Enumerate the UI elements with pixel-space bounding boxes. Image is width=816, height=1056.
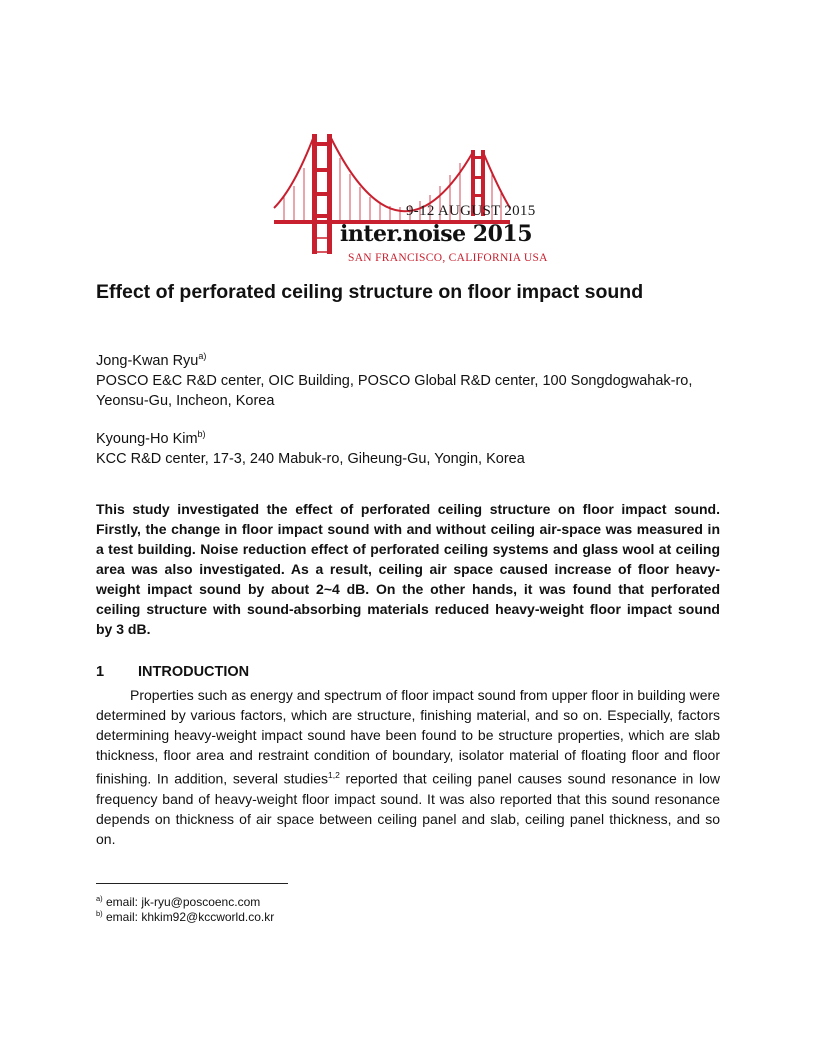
author-name: Jong-Kwan Ryu: [96, 352, 199, 369]
author-mark: b): [197, 429, 206, 439]
author-block-1: [96, 346, 726, 411]
paragraph-text: Properties such as energy and spectrum of floor impact sound from upper floor in building were determined by various factors, which are structure, finishing material, and so on. Especially, factors determining heavy-weight impact sound have been found to be structure properties, which are slab thickness, floor area and restraint condition of boundary, isolator material of floating floor and floor finishing. In addition, several studies: [96, 687, 720, 787]
footnote-text: email: jk-ryu@poscoenc.com: [102, 895, 261, 909]
author-block-2: [96, 424, 726, 469]
footnote-mark: b): [96, 909, 103, 918]
author-name: Kyoung-Ho Kim: [96, 430, 198, 447]
footnote-mark: a): [96, 894, 103, 903]
author-name-line: [96, 424, 726, 449]
author-name-line: [96, 346, 726, 371]
author-mark: a): [198, 351, 207, 361]
paragraph-text: reported that ceiling panel causes sound resonance in low frequency band of heavy-weight floor impact sound. It was also reported that this sound resonance depends on thickness of air space between ceiling panel and slab, ceiling panel thickness, and so on.: [96, 770, 720, 847]
author-affiliation: KCC R&D center, 17-3, 240 Mabuk-ro, Giheung-Gu, Yongin, Korea: [96, 450, 525, 467]
footnote-text: email: khkim92@kccworld.co.kr: [102, 910, 275, 924]
conference-date: 9-12 AUGUST 2015: [406, 203, 536, 219]
section-number: 1: [96, 664, 105, 680]
author-affiliation: POSCO E&C R&D center, OIC Building, POSCO Global R&D center, 100 Songdogwahak-ro,: [96, 372, 693, 389]
section-heading: [96, 664, 249, 680]
golden-gate-bridge-icon: [270, 128, 550, 268]
conference-location: SAN FRANCISCO, CALIFORNIA USA: [348, 252, 548, 264]
citation: 1,2: [328, 770, 340, 780]
abstract: This study investigated the effect of perforated ceiling structure on floor impact sound. Firstly, the change in floor impact sound with and without ceiling air-space was measured in a test building. Noise reduction effect of perforated ceiling systems and glass wool at ceiling area was also investigated. As a result, ceiling air space caused increase of floor heavy-weight impact sound by about 2~4 dB. On the other hands, it was found that perforated ceiling structure with sound-absorbing materials reduced heavy-weight floor impact sound by 3 dB.: [96, 501, 720, 637]
footnote-divider: [96, 883, 288, 884]
footnote: [96, 906, 274, 925]
introduction-paragraph: [96, 685, 720, 849]
author-affiliation: Yeonsu-Gu, Incheon, Korea: [96, 392, 275, 409]
paper-title: Effect of perforated ceiling structure on floor impact sound: [96, 281, 644, 303]
conference-name: inter.noise 2015: [340, 221, 533, 247]
section-title: INTRODUCTION: [138, 664, 250, 680]
